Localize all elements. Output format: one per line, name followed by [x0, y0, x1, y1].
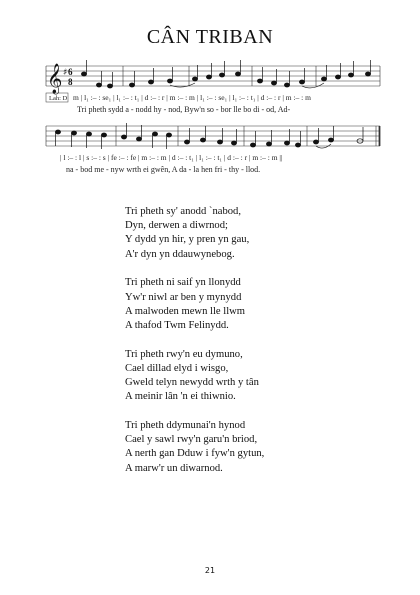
- treble-clef-icon: 𝄞: [47, 64, 63, 94]
- solfa-line-2: | l :– : l | s :– : s | fe :– : fe | m :– : m | d :– : t₁ | l₁ :– : t₁ | d :– : r | m :– : m ||: [60, 153, 283, 162]
- verse-line: Gweld telyn newydd wrth y tân: [125, 377, 259, 389]
- song-title: CÂN TRIBAN: [146, 26, 274, 48]
- svg-text:♯: ♯: [63, 68, 68, 78]
- verse-line: Tri pheth ni saif yn llonydd: [125, 277, 241, 289]
- verse-line: Y dydd yn hir, y pren yn gau,: [125, 234, 250, 246]
- verse-line: Yw'r niwl ar ben y mynydd: [125, 291, 242, 303]
- lyrics-line-1: Tri pheth sydd a - nodd hy - nod, Byw'n so - bor lle bo di - od, Ad-: [77, 105, 291, 114]
- music-system-2: [0, 118, 420, 178]
- verses-block: [125, 205, 264, 490]
- verse-line: Cael dillad elyd i wisgo,: [125, 362, 229, 374]
- svg-text:8: 8: [68, 77, 73, 87]
- svg-text:6: 6: [68, 67, 73, 77]
- verse-4: [125, 419, 264, 476]
- page-number: 21: [204, 566, 216, 575]
- key-signature-label: Lah: D: [49, 95, 68, 102]
- verse-line: A thafod Twm Felinydd.: [125, 319, 229, 331]
- music-system-1: [0, 58, 420, 118]
- staff-1: [0, 58, 420, 118]
- verse-line: Cael y sawl rwy'n garu'n briod,: [125, 434, 258, 446]
- verse-line: Tri pheth rwy'n eu dymuno,: [125, 348, 243, 360]
- verse-2: [125, 276, 264, 333]
- verse-line: A malwoden mewn lle llwm: [125, 305, 246, 317]
- verse-line: A nerth gan Dduw i fyw'n gytun,: [125, 448, 265, 460]
- verse-line: A marw'r un diwarnod.: [125, 462, 223, 474]
- verse-line: Dyn, derwen a diwrnod;: [125, 220, 228, 232]
- verse-line: Tri pheth ddymunai'n hynod: [125, 419, 246, 431]
- verse-3: [125, 348, 264, 405]
- verse-line: A meinir lân 'n ei thiwnio.: [125, 391, 236, 403]
- verse-line: A'r dyn yn ddauwynebog.: [125, 248, 235, 260]
- staff-2: [0, 118, 420, 178]
- solfa-line-1: m | l₁ :– : se₁ | l₁ :– : t₁ | d :– : r | m :– : m | l₁ :– : se₁ | l₁ :– : t₁ | d :– : r | m :– : m: [73, 93, 311, 102]
- verse-1: [125, 205, 264, 262]
- lyrics-line-2: na - bod me - nyw wrth ei gwên, A da - la hen fri - thy - llod.: [66, 165, 261, 174]
- verse-line: Tri pheth sy' anodd `nabod,: [125, 206, 241, 217]
